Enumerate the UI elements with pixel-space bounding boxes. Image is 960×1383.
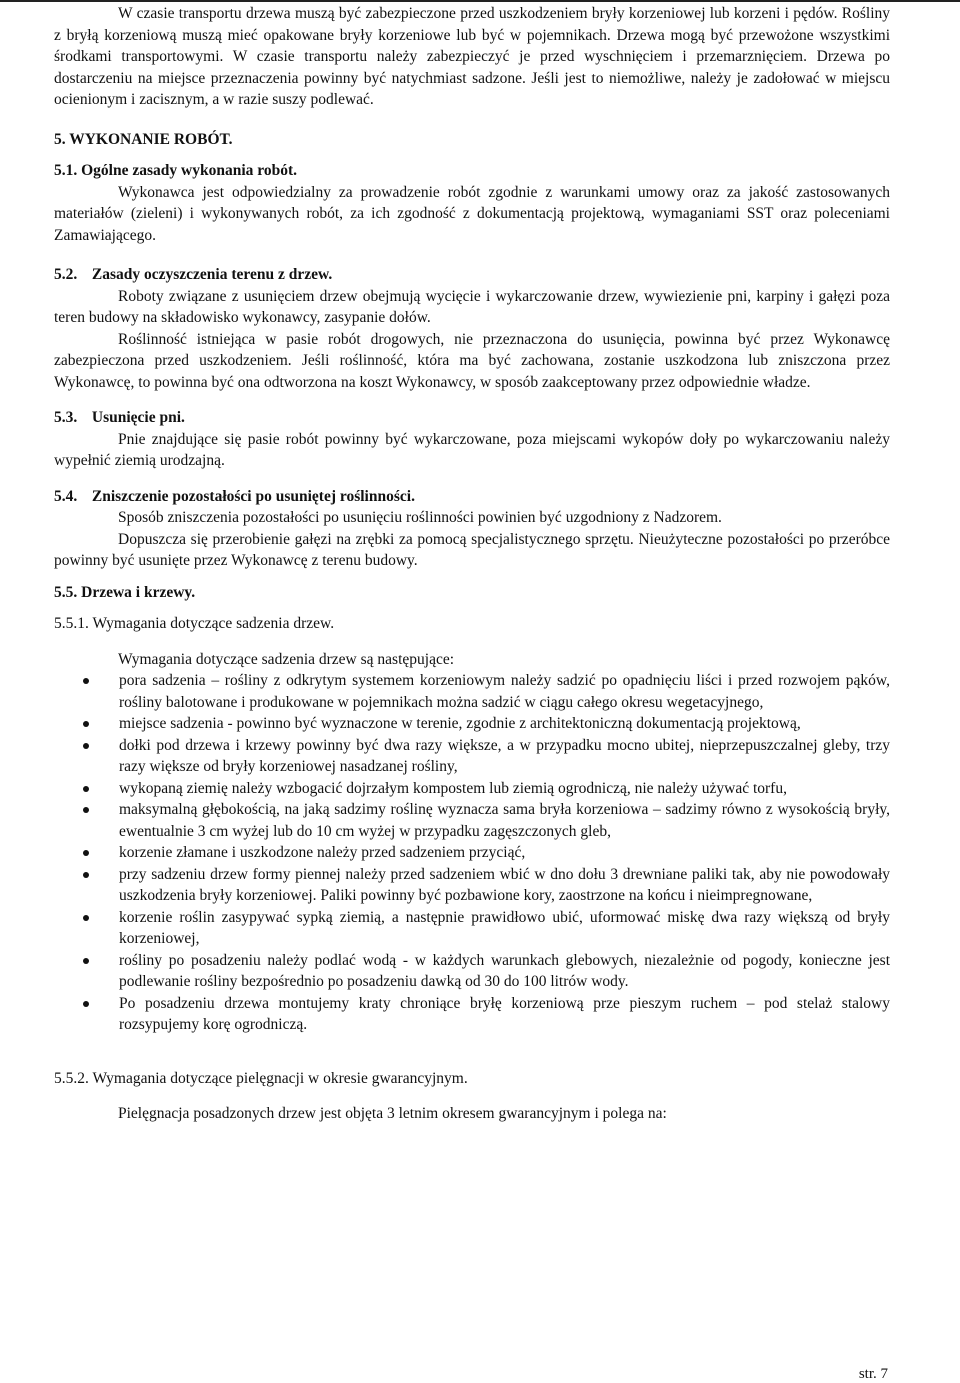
section-5-5-1-lead: Wymagania dotyczące sadzenia drzew są następujące: [118, 650, 455, 668]
section-number: 5.5.2. [54, 1069, 89, 1087]
section-5-2-heading [54, 264, 890, 286]
list-item: miejsce sadzenia - powinno być wyznaczone w terenie, zgodnie z architektoniczną dokumentacją projektową, [54, 713, 890, 735]
planting-requirements-list [54, 670, 890, 1036]
list-item: rośliny po posadzeniu należy podlać wodą - w każdych warunkach glebowych, niezależnie od pogody, konieczne jest podlewanie rośliny bezpośrednio po posadzeniu dawką od 30 do 100 litrów wody. [54, 950, 890, 993]
section-5-4-heading [54, 486, 890, 508]
list-item: przy sadzeniu drzew formy piennej należy przed sadzeniem wbić w dno dołu 3 drewniane paliki tak, aby nie powodowały uszkodzenia bryły korzeniowej. Paliki powinny być pozbawione kory, zaostrzone na końcu i nieimpregnowane, [54, 864, 890, 907]
section-5-5-2-heading [54, 1068, 890, 1090]
page-number: str. 7 [858, 1366, 888, 1382]
document-page [54, 3, 890, 1125]
list-item: wykopaną ziemię należy wzbogacić dojrzałym kompostem lub ziemią ogrodniczą, nie należy używać torfu, [54, 778, 890, 800]
list-item: dołki pod drzewa i krzewy powinny być dwa razy większe, a w przypadku mocno ubitej, nieprzepuszczalnej gleby, trzy razy większe od bryły korzeniowej nasadzanej rośliny, [54, 735, 890, 778]
section-number: 5.2. [54, 266, 78, 283]
section-5-1-paragraph: Wykonawca jest odpowiedzialny za prowadzenie robót zgodnie z warunkami umowy oraz za jakość zastosowanych materiałów (zieleni) i wykonywanych robót, za ich zgodność z dokumentacją projektową, wymaganiami SST oraz poleceniami Zamawiającego. [54, 183, 890, 244]
section-5-3-paragraph: Pnie znajdujące się pasie robót powinny być wykarczowane, poza miejscami wykopów doły po wykarczowaniu należy wypełnić ziemią urodzajną. [54, 430, 890, 469]
section-title: Zniszczenie pozostałości po usuniętej roślinności. [91, 487, 415, 505]
section-5-4-paragraph-1: Sposób zniszczenia pozostałości po usunięciu roślinności powinien być uzgodniony z Nadzorem. [118, 509, 722, 526]
list-item: Po posadzeniu drzewa montujemy kraty chroniące bryłę korzeniową prze pieszym ruchem – pod stelaż stalowy rozsypujemy korę ogrodniczą. [54, 993, 890, 1036]
section-5-5-1-heading [54, 613, 890, 635]
intro-paragraph: W czasie transportu drzewa muszą być zabezpieczone przed uszkodzeniem bryły korzeniowej lub korzeni i pędów. Rośliny z bryłą korzeniową muszą mieć opakowane bryły korzeniowe lub być w pojemnikach. Drzewa mogą być przewożone wszystkimi środkami transportowymi. W czasie transportu należy zabezpieczyć je przed wyschnięciem i przemarznięciem. Drzewa po dostarczeniu na miejsce przeznaczenia powinny być natychmiast sadzone. Jeśli jest to niemożliwe, należy je zadołować w miejscu ocienionym i zacisznym, a w razie suszy podlewać. [54, 5, 890, 108]
section-number: 5.5.1. [54, 615, 89, 632]
section-title: Usunięcie pni. [91, 409, 185, 426]
section-title: Wymagania dotyczące sadzenia drzew. [92, 615, 335, 632]
list-item: korzenie roślin zasypywać sypką ziemią, a następnie prawidłowo ubić, uformować miskę dwa razy większą od bryły korzeniowej, [54, 907, 890, 950]
section-5-5-heading: 5.5. Drzewa i krzewy. [54, 583, 196, 601]
section-5-heading: 5. WYKONANIE ROBÓT. [54, 130, 233, 148]
section-5-1-heading: 5.1. Ogólne zasady wykonania robót. [54, 162, 298, 179]
section-number: 5.3. [54, 409, 78, 426]
list-item: maksymalną głębokością, na jaką sadzimy roślinę wyznacza sama bryła korzeniowa – sadzimy równo z wysokością bryły, ewentualnie 3 cm wyżej lub do 10 cm wyżej w przypadku zagęszczonych gleb, [54, 799, 890, 842]
section-5-2-paragraph-1: Roboty związane z usunięciem drzew obejmują wycięcie i wykarczowanie drzew, wywiezienie pni, karpiny i gałęzi poza teren budowy na składowisko wykonawcy, zasypanie dołów. [54, 287, 890, 326]
list-item: pora sadzenia – rośliny z odkrytym systemem korzeniowym należy sadzić po opadnięciu liści i przed rozwojem pąków, rośliny balotowane i produkowane w pojemnikach można sadzić w ciągu całego okresu wegetacyjnego, [54, 670, 890, 713]
section-5-5-2-lead: Pielęgnacja posadzonych drzew jest objęta 3 letnim okresem gwarancyjnym i polega na: [118, 1105, 667, 1122]
section-5-4-paragraph-2: Dopuszcza się przerobienie gałęzi na zrębki za pomocą specjalistycznego sprzętu. Nieużyteczne pozostałości po przeróbce powinny być usunięte przez Wykonawcę z terenu budowy. [54, 530, 890, 569]
section-5-2-paragraph-2: Roślinność istniejąca w pasie robót drogowych, nie przeznaczona do usunięcia, powinna być przez Wykonawcę zabezpieczona przed uszkodzeniem. Jeśli roślinność, która ma być zachowana, zostanie uszkodzona lub zniszczona przez Wykonawcę, to powinna być ona odtworzona na koszt Wykonawcy, w sposób zaakceptowany przez odpowiednie władze. [54, 330, 890, 391]
section-title: Wymagania dotyczące pielęgnacji w okresie gwarancyjnym. [92, 1069, 468, 1087]
list-item: korzenie złamane i uszkodzone należy przed sadzeniem przyciąć, [54, 842, 890, 864]
section-5-3-heading [54, 407, 890, 429]
section-number: 5.4. [54, 487, 78, 505]
top-rule [0, 0, 960, 2]
section-title: Zasady oczyszczenia terenu z drzew. [91, 266, 333, 283]
